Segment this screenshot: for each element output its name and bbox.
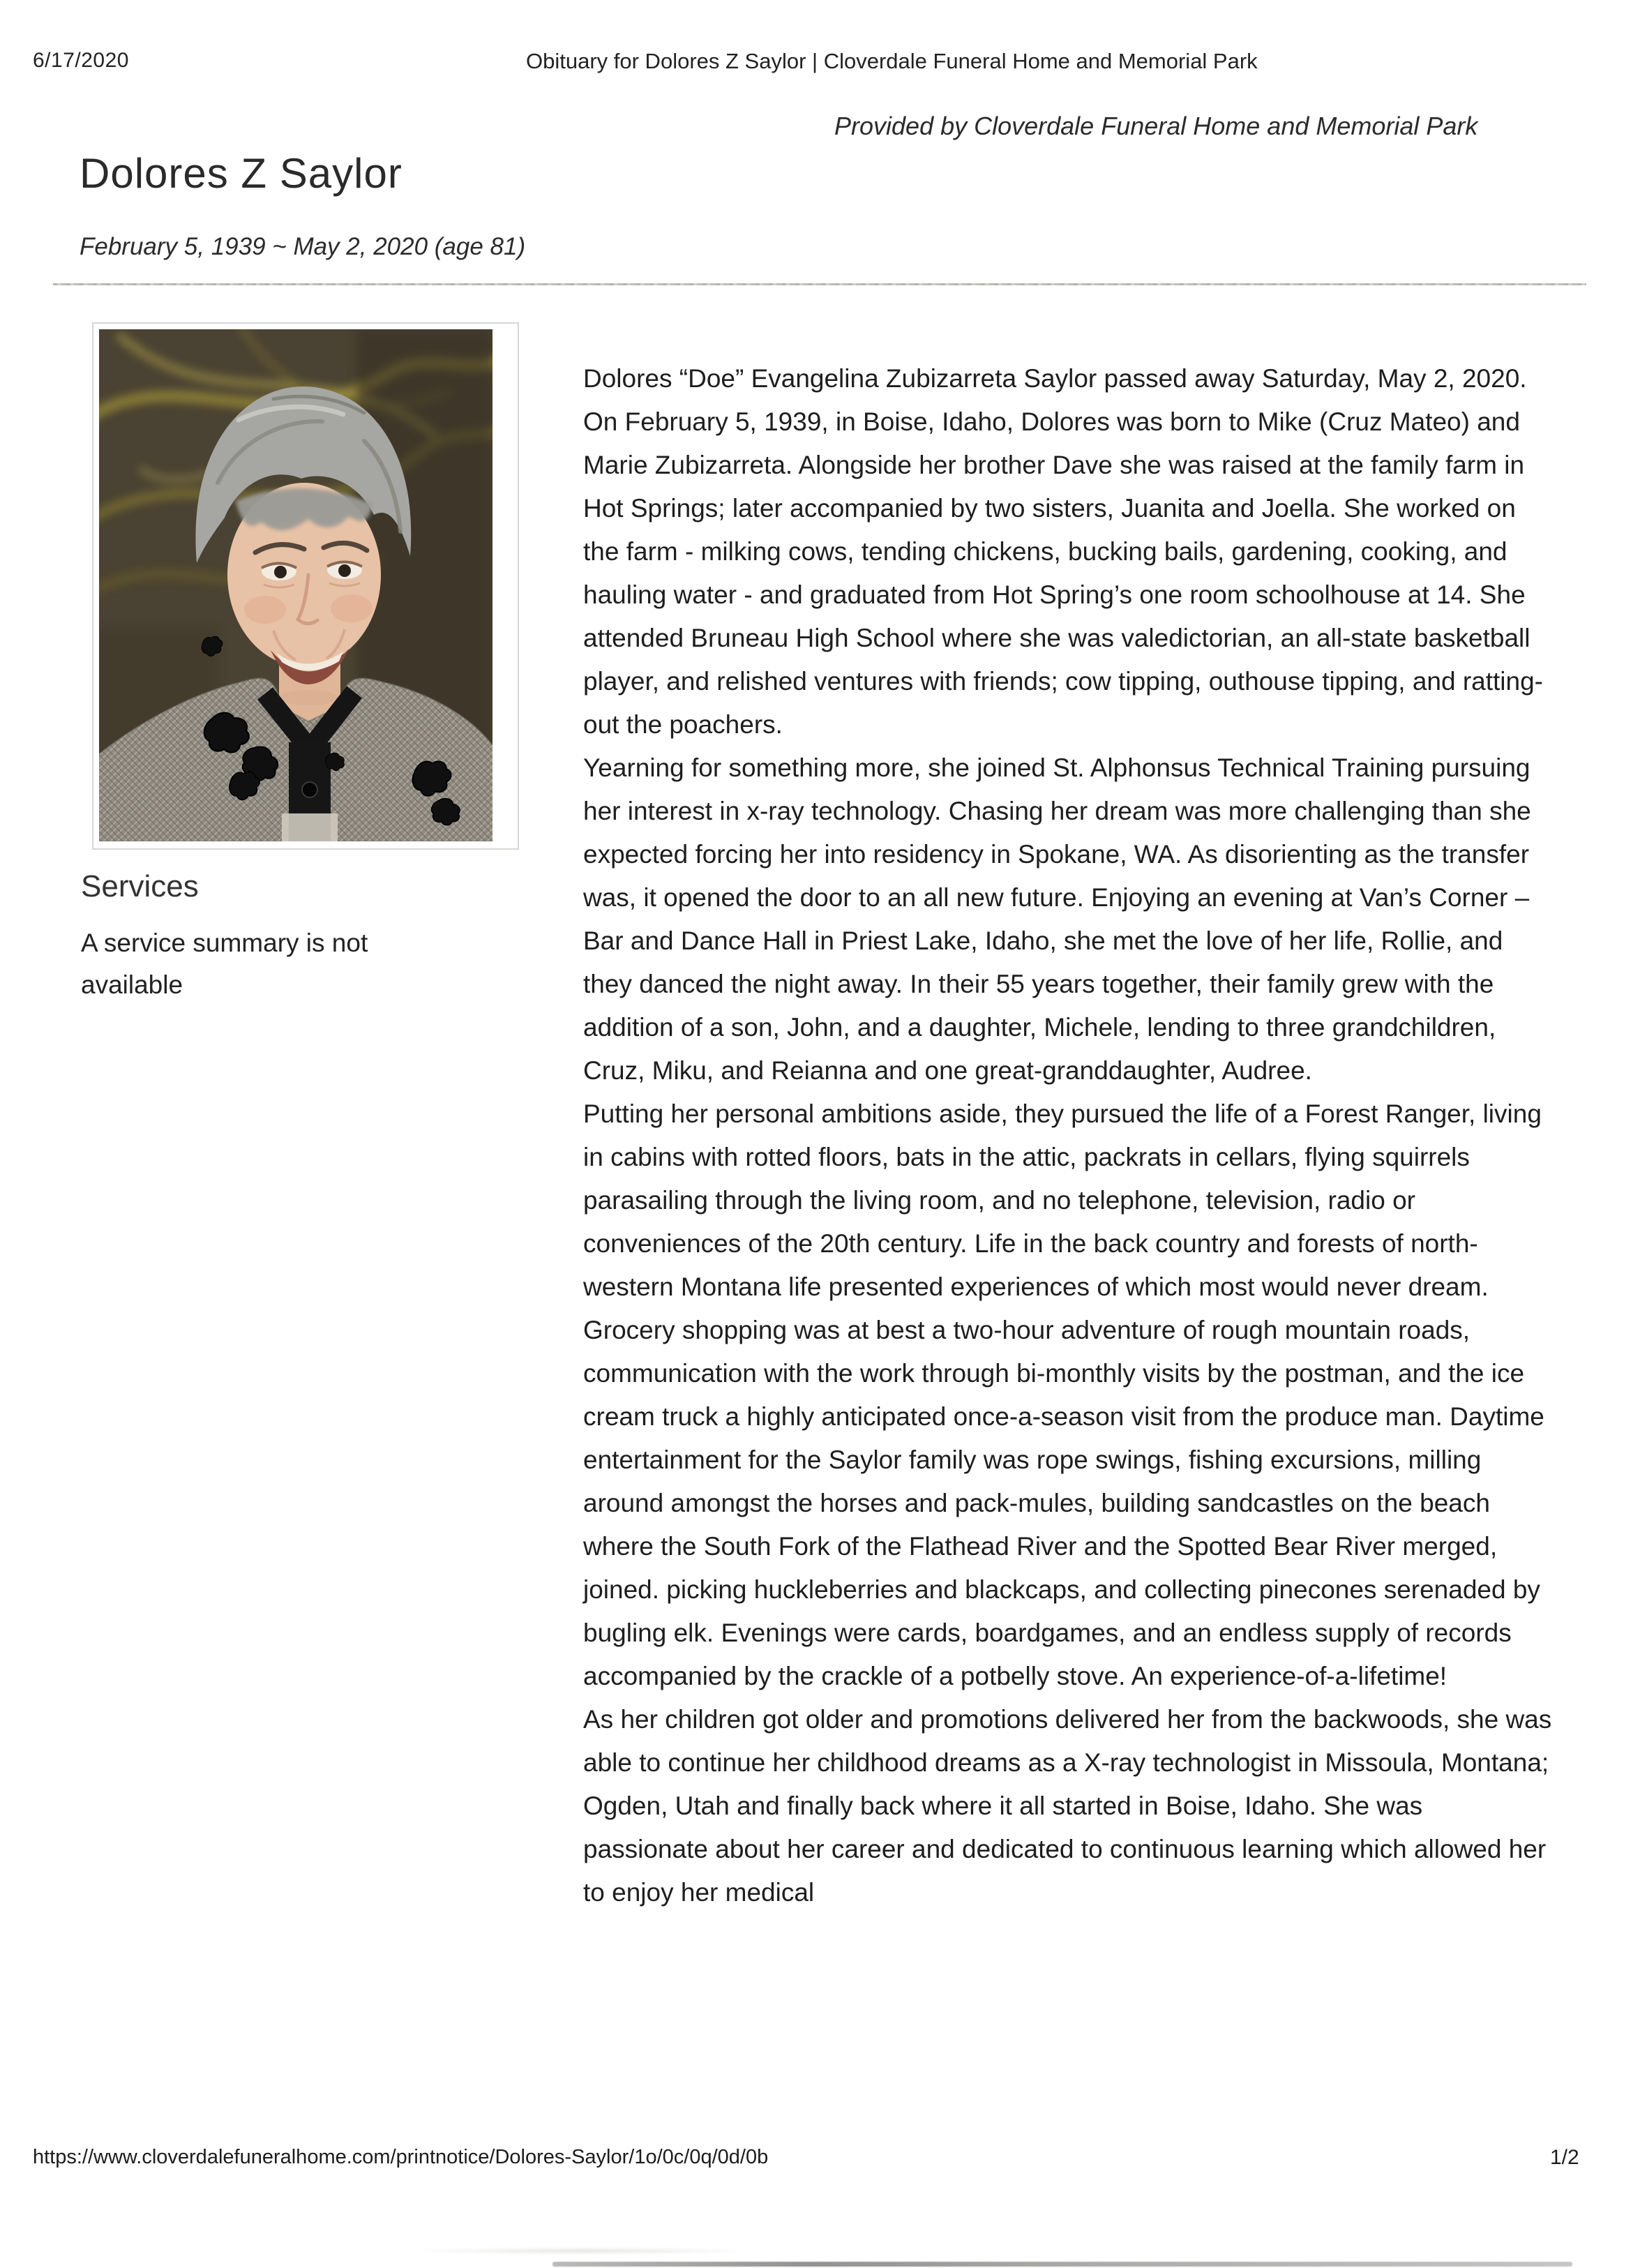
footer-url: https://www.cloverdalefuneralhome.com/printnotice/Dolores-Saylor/1o/0c/0q/0d/0b xyxy=(33,2146,769,2168)
scan-smudge xyxy=(419,2248,746,2254)
obituary-paragraph: Putting her personal ambitions aside, they pursued the life of a Forest Ranger, living in cabins with rotted floors, bats in the attic, packrats in cellars, flying squirrels parasailing through the living room, and no telephone, television, radio or conveniences of the 20th century. Life in the back country and forests of north-western Montana life presented experiences of which most would never dream. Grocery shopping was at best a two-hour adventure of rough mountain roads, communication with the work through bi-monthly visits by the postman, and the ice cream truck a highly anticipated once-a-season visit from the produce man. Daytime entertainment for the Saylor family was rope swings, fishing excursions, milling around amongst the horses and pack-mules, building sandcastles on the beach where the South Fork of the Flathead River and the Spotted Bear River merged, joined. picking huckleberries and blackcaps, and collecting pinecones serenaded by bugling elk. Evenings were cards, boardgames, and an endless supply of records accompanied by the crackle of a potbelly stove. An experience-of-a-lifetime! xyxy=(583,1099,1544,1690)
provided-by-note: Provided by Cloverdale Funeral Home and Memorial Park xyxy=(834,112,1478,140)
print-date: 6/17/2020 xyxy=(33,49,129,72)
divider-line xyxy=(53,283,1586,285)
document-title: Obituary for Dolores Z Saylor | Cloverdale Funeral Home and Memorial Park xyxy=(526,49,1258,73)
obituary-paragraph: On February 5, 1939, in Boise, Idaho, Dolores was born to Mike (Cruz Mateo) and Marie Zubizarreta. Alongside her brother Dave she was raised at the family farm in Hot Springs; later accompanied by two sisters, Juanita and Joella. She worked on the farm - milking cows, tending chickens, bucking bails, gardening, cooking, and hauling water - and graduated from Hot Spring’s one room schoolhouse at 14. She attended Bruneau High School where she was valedictorian, an all-state basketball player, and relished ventures with friends; cow tipping, outhouse tipping, and ratting-out the poachers. xyxy=(583,407,1543,739)
service-summary: A service summary is not available xyxy=(81,929,368,999)
obituary-body xyxy=(583,357,1553,1914)
portrait-illustration xyxy=(99,329,492,841)
life-dates: February 5, 1939 ~ May 2, 2020 (age 81) xyxy=(80,233,526,260)
page-number: 1/2 xyxy=(1550,2146,1579,2169)
obituary-paragraph: Yearning for something more, she joined St. Alphonsus Technical Training pursuing her interest in x-ray technology. Chasing her dream was more challenging than she expected forcing her into residency in Spokane, WA. As disorienting as the transfer was, it opened the door to an all new future. Enjoying an evening at Van’s Corner – Bar and Dance Hall in Priest Lake, Idaho, she met the love of her life, Rollie, and they danced the night away. In their 55 years together, their family grew with the addition of a son, John, and a daughter, Michele, lending to three grandchildren, Cruz, Miku, and Reianna and one great-granddaughter, Audree. xyxy=(583,753,1531,1085)
portrait-photo xyxy=(92,322,519,850)
scan-artifact xyxy=(552,2262,1572,2267)
deceased-name-title: Dolores Z Saylor xyxy=(80,150,403,197)
services-heading: Services xyxy=(81,869,199,903)
obituary-paragraph: Dolores “Doe” Evangelina Zubizarreta Saylor passed away Saturday, May 2, 2020. xyxy=(583,364,1527,393)
obituary-paragraph: As her children got older and promotions delivered her from the backwoods, she was able to continue her childhood dreams as a X-ray technologist in Missoula, Montana; Ogden, Utah and finally back where it all started in Boise, Idaho. She was passionate about her career and dedicated to continuous learning which allowed her to enjoy her medical xyxy=(583,1705,1552,1907)
